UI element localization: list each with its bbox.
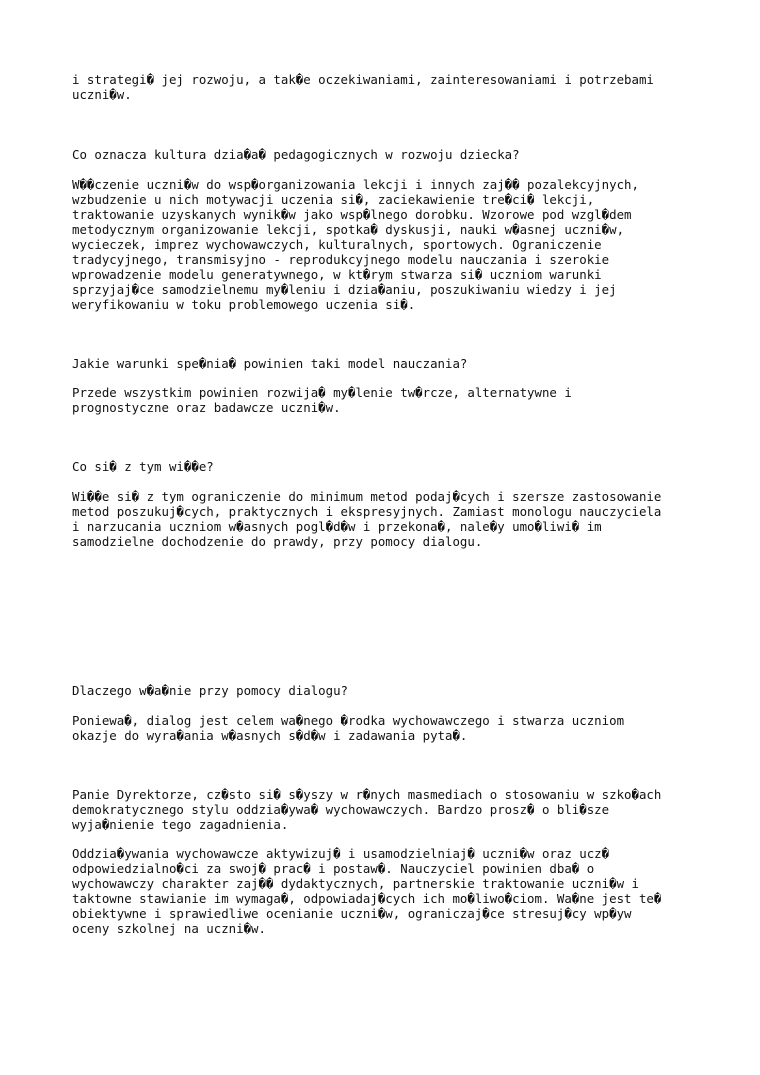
answer-why-dialogue: Poniewa�, dialog jest celem wa�nego �rodka wychowawczego i stwarza uczniom okazje do wyra�ania w�asnych s�d�w i zadawania pyta�.	[72, 713, 625, 743]
answer-democratic-style: Oddzia�ywania wychowawcze aktywizuj� i usamodzielniaj� uczni�w oraz ucz� odpowiedzialno�ci za swoj� prac� i postaw�. Nauczyciel powinien dba� o wychowawczy charakter zaj�� dydaktycznych, partnerskie traktowanie uczni�w i taktowne stawianie im wymaga�, odpowiadaj�cych ich mo�liwo�ciom. Wa�ne jest te� obiektywne i sprawiedliwe ocenianie uczni�w, ograniczaj�ce stresuj�cy wp�yw oceny szkolnej na uczni�w.	[72, 846, 662, 936]
question-democratic-style: Panie Dyrektorze, cz�sto si� s�yszy w r�nych masmediach o stosowaniu w szko�ach demokratycznego stylu oddzia�ywa� wychowawczych. Bardzo prosz� o bli�sze wyja�nienie tego zagadnienia.	[72, 787, 662, 832]
question-what-follows: Co si� z tym wi��e?	[72, 459, 214, 474]
paragraph-intro-continuation: i strategi� jej rozwoju, a tak�e oczekiwaniami, zainteresowaniami i potrzebami uczni�w.	[72, 72, 654, 102]
question-why-dialogue: Dlaczego w�a�nie przy pomocy dialogu?	[72, 683, 349, 698]
question-model-conditions: Jakie warunki spe�nia� powinien taki model nauczania?	[72, 356, 468, 371]
answer-pedagogical-culture: W��czenie uczni�w do wsp�organizowania lekcji i innych zaj�� pozalekcyjnych, wzbudzenie u nich motywacji uczenia si�, zaciekawienie tre�ci� lekcji, traktowanie uzyskanych wynik�w jako wsp�lnego dorobku. Wzorowe pod wzgl�dem metodycznym organizowanie lekcji, spotka� dyskusji, nauki w�asnej uczni�w, wycieczek, imprez wychowawczych, kulturalnych, sportowych. Ograniczenie tradycyjnego, transmisyjno - reprodukcyjnego modelu nauczania i szerokie wprowadzenie modelu generatywnego, w kt�rym stwarza si� uczniom warunki sprzyjaj�ce samodzielnemu my�leniu i dzia�aniu, poszukiwaniu wiedzy i jej weryfikowaniu w toku problemowego uczenia si�.	[72, 177, 639, 312]
answer-what-follows: Wi��e si� z tym ograniczenie do minimum metod podaj�cych i szersze zastosowanie metod poszukuj�cych, praktycznych i ekspresyjnych. Zamiast monologu nauczyciela i narzucania uczniom w�asnych pogl�d�w i przekona�, nale�y umo�liwi� im samodzielne dochodzenie do prawdy, przy pomocy dialogu.	[72, 489, 662, 549]
question-pedagogical-culture: Co oznacza kultura dzia�a� pedagogicznych w rozwoju dziecka?	[72, 147, 520, 162]
answer-model-conditions: Przede wszystkim powinien rozwija� my�lenie tw�rcze, alternatywne i prognostyczne oraz badawcze uczni�w.	[72, 385, 572, 415]
